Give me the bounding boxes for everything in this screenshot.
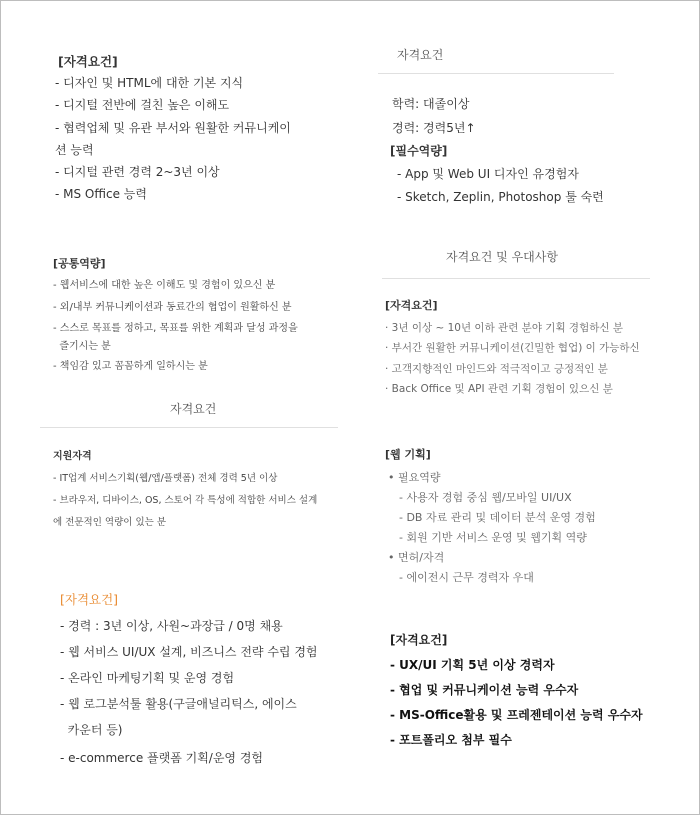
block8-header: [자격요건]: [390, 633, 448, 647]
block2-career: 경력: 경력5년↑: [392, 121, 476, 135]
block3-header: [공통역량]: [53, 257, 106, 270]
block6-item: • 면허/자격: [388, 551, 445, 564]
block7-item: - e-commerce 플랫폼 기획/운영 경험: [60, 751, 264, 765]
block7-item: - 경력 : 3년 이상, 사원~과장급 / 0명 채용: [60, 619, 283, 633]
block1-item: 션 능력: [55, 143, 94, 157]
block2-item: - Sketch, Zeplin, Photoshop 툴 숙련: [397, 190, 604, 204]
block8-item: - 협업 및 커뮤니케이션 능력 우수자: [390, 683, 579, 697]
block2-education: 학력: 대졸이상: [392, 97, 470, 111]
block5-title: 자격요건: [170, 402, 217, 416]
block4-item: · 고객지향적인 마인드와 적극적이고 긍정적인 분: [385, 363, 608, 375]
block5-item: - 브라우저, 디바이스, OS, 스토어 각 특성에 적합한 서비스 설계: [53, 495, 318, 506]
block1-item: - 디지털 전반에 걸친 높은 이해도: [55, 98, 230, 112]
block6-item: • 필요역량: [388, 471, 441, 484]
block6-item: - DB 자료 관리 및 데이터 분석 운영 경험: [399, 511, 596, 524]
block1-item: - 디자인 및 HTML에 대한 기본 지식: [55, 76, 244, 90]
block8-item: - UX/UI 기획 5년 이상 경력자: [390, 658, 555, 672]
block5-divider: [40, 427, 338, 428]
block7-item: 카운터 등): [60, 723, 123, 737]
block5-header: 지원자격: [53, 451, 92, 462]
block1-item: - 협력업체 및 유관 부서와 원활한 커뮤니케이: [55, 121, 291, 135]
block7-header: [자격요건]: [60, 592, 119, 607]
block4-item: · Back Office 및 API 관련 기획 경험이 있으신 분: [385, 383, 613, 395]
block1-header: [자격요건]: [58, 54, 118, 69]
block4-divider: [382, 278, 650, 279]
block3-item: 즐기시는 분: [53, 341, 111, 352]
block6-item: - 사용자 경험 중심 웹/모바일 UI/UX: [399, 491, 572, 504]
block2-header: [필수역량]: [390, 144, 448, 158]
block5-item: 에 전문적인 역량이 있는 분: [53, 517, 167, 528]
block2-item: - App 및 Web UI 디자인 유경험자: [397, 167, 579, 181]
block4-item: · 부서간 원활한 커뮤니케이션(긴밀한 협업) 이 가능하신: [385, 342, 640, 354]
block6-item: - 에이전시 근무 경력자 우대: [399, 571, 534, 584]
block2-title: 자격요건: [397, 48, 444, 62]
block7-item: - 온라인 마케팅기획 및 운영 경험: [60, 671, 235, 685]
block4-title: 자격요건 및 우대사항: [446, 250, 558, 264]
block4-header: [자격요건]: [385, 299, 438, 312]
block7-item: - 웹 로그분석툴 활용(구글애널리틱스, 에이스: [60, 697, 297, 711]
block8-item: - 포트폴리오 첨부 필수: [390, 733, 512, 747]
block8-item: - MS-Office활용 및 프레젠테이션 능력 우수자: [390, 708, 643, 722]
block3-item: - 스스로 목표를 정하고, 목표를 위한 계획과 달성 과정을: [53, 323, 298, 334]
block6-item: - 회원 기반 서비스 운영 및 웹기획 역량: [399, 531, 587, 544]
block5-item: - IT업계 서비스기획(웹/앱/플랫폼) 전체 경력 5년 이상: [53, 473, 278, 484]
block7-item: - 웹 서비스 UI/UX 설계, 비즈니스 전략 수립 경험: [60, 645, 318, 659]
block1-item: - MS Office 능력: [55, 187, 147, 201]
block3-item: - 외/내부 커뮤니케이션과 동료간의 협업이 원활하신 분: [53, 302, 292, 313]
block3-item: - 웹서비스에 대한 높은 이해도 및 경험이 있으신 분: [53, 280, 276, 291]
block2-divider: [378, 73, 614, 74]
block4-item: · 3년 이상 ~ 10년 이하 관련 분야 기획 경험하신 분: [385, 322, 623, 334]
block3-item: - 책임감 있고 꼼꼼하게 일하시는 분: [53, 361, 208, 372]
block6-header: [웹 기획]: [385, 448, 431, 461]
block1-item: - 디지털 관련 경력 2~3년 이상: [55, 165, 220, 179]
